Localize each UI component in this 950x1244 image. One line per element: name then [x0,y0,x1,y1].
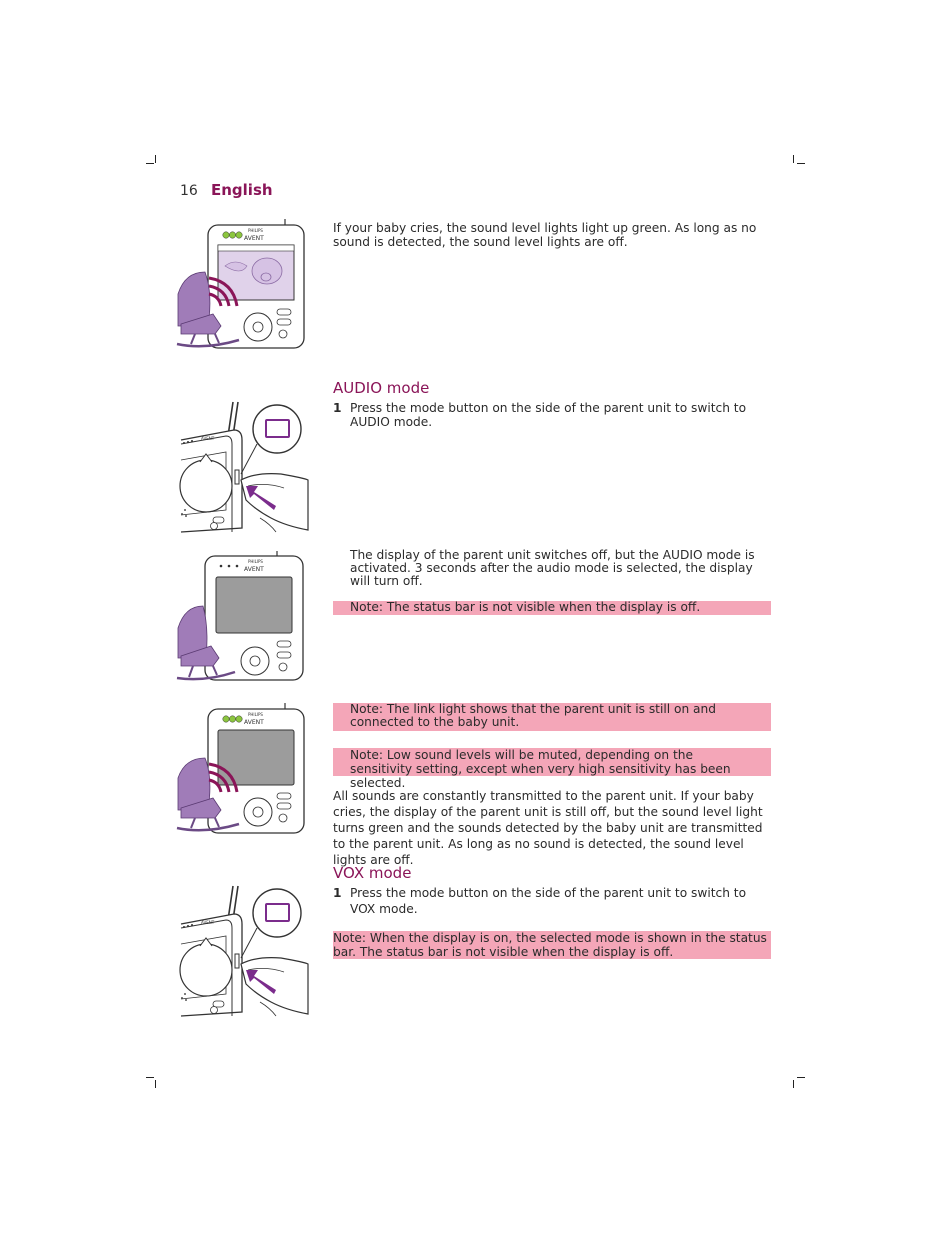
display-off-paragraph: The display of the parent unit switches off, but the AUDIO mode is activated. 3 seconds after the audio mode is selected, the display will turn off. [350,548,755,588]
note-text: Note: Low sound levels will be muted, depending on the sensitivity setting, except when very high sensitivity has been selected. [350,748,731,790]
brand-small-label: PHILIPS [248,712,263,717]
brand-small-label: PHILIPS [248,559,263,564]
brand-label: AVENT [244,719,264,726]
crop-mark [146,163,154,164]
note-vox-status-bar [333,931,771,959]
crop-mark [797,1077,805,1078]
audio-mode-heading: AUDIO mode [333,379,430,397]
audio-mode-sound-illustration [175,700,310,836]
step-number: 1 [333,401,342,415]
note-text: Note: The link light shows that the parent unit is still on and connected to the baby unit. [350,702,716,729]
brand-label: AVENT [201,920,215,925]
step-text: Press the mode button on the side of the parent unit to switch to AUDIO mode. [350,401,747,429]
note-status-bar-hidden [333,601,771,615]
vox-mode-step-1 [333,885,771,917]
vox-mode-heading: VOX mode [333,864,412,882]
step-text: Press the mode button on the side of the parent unit to switch to VOX mode. [350,886,747,916]
crop-mark [155,1080,156,1088]
crop-mark [793,1080,794,1088]
intro-paragraph: If your baby cries, the sound level lights light up green. As long as no sound is detected, the sound level lights are off. [333,221,757,249]
brand-small-label: PHILIPS [248,228,263,233]
brand-label: AVENT [244,235,264,242]
audio-mode-step-1 [333,401,771,429]
note-low-sound-muted [333,748,771,790]
crop-mark [146,1077,154,1078]
audio-mode-body-paragraph: All sounds are constantly transmitted to the parent unit. If your baby cries, the display of the parent unit is still off, but the sound level light turns green and the sounds detected by the baby unit are transmitted to the parent unit. As long as no sound is detected, the sound level lights are off. [333,789,763,867]
note-text: Note: When the display is on, the selected mode is shown in the status bar. The status bar is not visible when the display is off. [333,931,767,959]
brand-label: AVENT [244,566,264,573]
note-text: Note: The status bar is not visible when the display is off. [350,600,701,614]
crop-mark [797,163,805,164]
parent-unit-baby-crying-illustration [175,216,310,352]
brand-label: AVENT [201,436,215,441]
step-number: 1 [333,886,342,900]
page-number: 16 [180,183,198,199]
note-link-light [333,703,771,731]
display-off-illustration [175,548,310,684]
press-mode-button-vox-illustration [176,884,311,1017]
crop-mark [155,155,156,163]
press-mode-button-illustration [176,400,311,533]
crop-mark [793,155,794,163]
page-title: English [211,181,273,199]
